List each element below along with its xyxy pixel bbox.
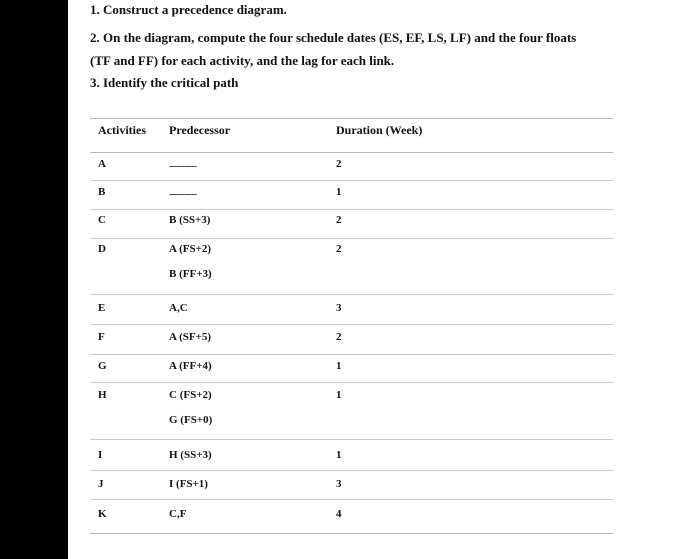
row-h-predecessor-2: G (FS+0): [169, 414, 213, 426]
row-e-activity: E: [98, 302, 106, 314]
table-rule: [90, 533, 613, 534]
table-rule: [90, 180, 613, 181]
table-rule: [90, 499, 613, 500]
table-rule: [90, 238, 613, 239]
row-j-activity: J: [98, 478, 104, 490]
row-c-predecessor: B (SS+3): [169, 214, 211, 226]
row-d-activity: D: [98, 243, 106, 255]
row-g-activity: G: [98, 360, 107, 372]
instruction-2: 2. On the diagram, compute the four schedule dates (ES, EF, LS, LF) and the four floats: [90, 30, 577, 45]
row-d-predecessor-1: A (FS+2): [169, 243, 212, 255]
table-rule: [90, 382, 613, 383]
table-rule: [90, 354, 613, 355]
row-h-activity: H: [98, 389, 107, 401]
row-i-predecessor: H (SS+3): [169, 449, 212, 461]
row-f-activity: F: [98, 331, 105, 343]
row-e-predecessor: A,C: [169, 302, 188, 314]
row-k-predecessor: C,F: [169, 508, 187, 520]
table-rule: [90, 439, 613, 440]
table-rule: [90, 294, 613, 295]
activity-table: Activities Predecessor Duration (Week) A ----------- 2 B ----------- 1 C B (SS+3) 2 D A (FS+2) B (FF+3) 2 E A,C 3 F A (SF+5) 2 G A (FF+4) 1 H C (FS+2) G (FS+0) 1 I H (SS+3) 1 J I (FS+1) 3 K C,F 4: [90, 118, 613, 538]
row-k-activity: K: [98, 508, 107, 520]
row-c-activity: C: [98, 214, 106, 226]
table-rule: [90, 470, 613, 471]
instruction-2-continued: (TF and FF) for each activity, and the lag for each link.: [90, 53, 395, 68]
document-page: [68, 0, 700, 559]
table-rule: [90, 209, 613, 210]
row-g-predecessor: A (FF+4): [169, 360, 212, 372]
header-activities: Activities: [98, 123, 146, 137]
instruction-1: 1. Construct a precedence diagram.: [90, 2, 287, 17]
row-b-activity: B: [98, 186, 106, 198]
table-rule: [90, 118, 613, 119]
row-d-predecessor-2: B (FF+3): [169, 268, 212, 280]
row-i-activity: I: [98, 449, 103, 461]
row-j-predecessor: I (FS+1): [169, 478, 208, 490]
row-h-predecessor-1: C (FS+2): [169, 389, 212, 401]
header-duration: Duration (Week): [336, 123, 423, 137]
table-rule: [90, 324, 613, 325]
row-a-activity: A: [98, 158, 106, 170]
instruction-3: 3. Identify the critical path: [90, 75, 239, 90]
table-rule: [90, 152, 613, 153]
header-predecessor: Predecessor: [169, 123, 231, 137]
row-f-predecessor: A (SF+5): [169, 331, 212, 343]
